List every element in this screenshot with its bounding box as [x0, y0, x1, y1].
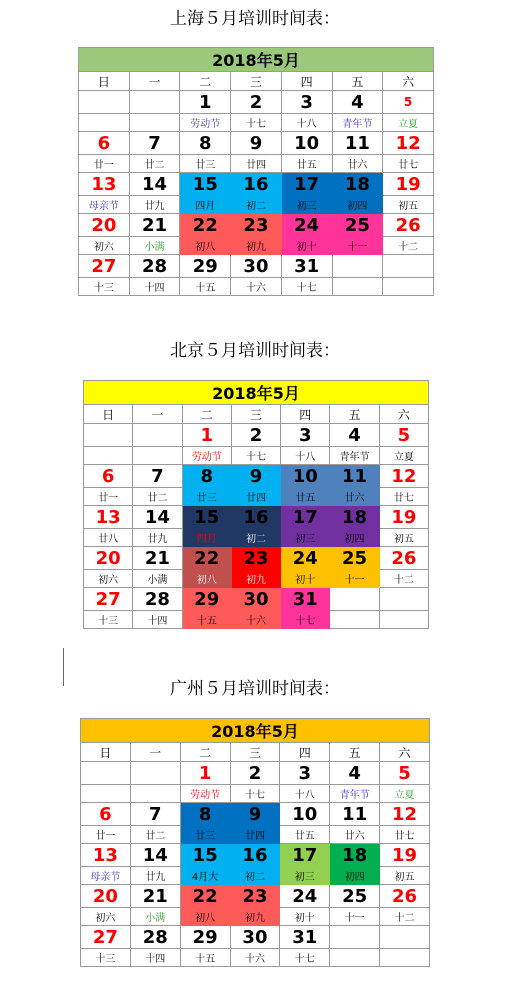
day-number: 24 [281, 547, 330, 570]
day-number [383, 255, 434, 278]
lunar-date: 廿二 [129, 155, 180, 173]
day-number: 7 [130, 803, 180, 826]
day-number: 17 [281, 506, 330, 529]
calendar-month-header: 2018年5月 [79, 48, 434, 72]
day-number: 25 [330, 547, 379, 570]
lunar-date: 初九 [231, 570, 280, 588]
day-number: 23 [231, 214, 282, 237]
lunar-date: 十二 [383, 237, 434, 255]
day-number: 26 [380, 885, 430, 908]
lunar-date [129, 114, 180, 132]
lunar-date: 初八 [180, 908, 230, 926]
day-number: 4 [332, 91, 383, 114]
lunar-date: 十三 [79, 278, 130, 296]
day-number: 10 [281, 465, 330, 488]
day-number: 14 [130, 844, 180, 867]
weekday-label: 三 [231, 72, 282, 91]
lunar-date: 十二 [379, 570, 428, 588]
lunar-date: 十三 [84, 611, 133, 629]
day-number: 30 [231, 255, 282, 278]
day-number [330, 588, 379, 611]
day-number: 26 [383, 214, 434, 237]
lunar-date: 十一 [330, 570, 379, 588]
weekday-label: 一 [133, 405, 182, 424]
lunar-date: 劳动节 [182, 447, 231, 465]
day-number: 27 [79, 255, 130, 278]
day-number [79, 91, 130, 114]
lunar-date: 初六 [84, 570, 133, 588]
day-number: 30 [231, 588, 280, 611]
day-number: 23 [231, 547, 280, 570]
day-number [130, 762, 180, 785]
lunar-date: 十五 [182, 611, 231, 629]
day-number: 9 [230, 803, 280, 826]
day-number: 14 [129, 173, 180, 196]
lunar-date: 廿六 [330, 488, 379, 506]
calendar-title-guangzhou: 广州５月培训时间表： [170, 679, 340, 699]
day-number: 22 [180, 214, 231, 237]
lunar-date: 四月 [180, 196, 231, 214]
calendar-beijing [83, 380, 429, 629]
lunar-date: 初五 [379, 529, 428, 547]
calendar-month-header: 2018年5月 [81, 719, 430, 743]
day-number: 13 [79, 173, 130, 196]
day-number: 30 [230, 926, 280, 949]
weekday-label: 一 [129, 72, 180, 91]
day-number: 15 [182, 506, 231, 529]
lunar-date: 初五 [380, 867, 430, 885]
lunar-date: 十六 [230, 949, 280, 967]
weekday-label: 三 [231, 405, 280, 424]
day-number: 9 [231, 132, 282, 155]
day-number: 5 [380, 762, 430, 785]
lunar-date: 母亲节 [81, 867, 131, 885]
lunar-date [380, 949, 430, 967]
lunar-date: 初六 [81, 908, 131, 926]
day-number: 26 [379, 547, 428, 570]
day-number: 9 [231, 465, 280, 488]
day-number [133, 424, 182, 447]
day-number: 5 [383, 91, 434, 114]
day-number: 16 [231, 173, 282, 196]
day-number: 29 [180, 255, 231, 278]
lunar-date: 十一 [332, 237, 383, 255]
lunar-date: 立夏 [379, 447, 428, 465]
weekday-label: 五 [330, 743, 380, 762]
day-number: 12 [383, 132, 434, 155]
day-number: 1 [180, 91, 231, 114]
day-number [379, 588, 428, 611]
lunar-date: 廿五 [281, 488, 330, 506]
day-number: 4 [330, 762, 380, 785]
lunar-date: 初八 [182, 570, 231, 588]
day-number: 23 [230, 885, 280, 908]
day-number [81, 762, 131, 785]
lunar-date: 廿六 [330, 826, 380, 844]
lunar-date [84, 447, 133, 465]
day-number: 27 [84, 588, 133, 611]
weekday-label: 三 [230, 743, 280, 762]
lunar-date [133, 447, 182, 465]
lunar-date: 十二 [380, 908, 430, 926]
lunar-date: 廿五 [280, 826, 330, 844]
day-number: 20 [84, 547, 133, 570]
day-number [84, 424, 133, 447]
day-number [129, 91, 180, 114]
weekday-label: 二 [180, 72, 231, 91]
day-number: 13 [81, 844, 131, 867]
lunar-date: 十八 [281, 447, 330, 465]
lunar-date: 廿九 [133, 529, 182, 547]
lunar-date: 廿一 [84, 488, 133, 506]
lunar-date: 十六 [231, 278, 282, 296]
lunar-date: 十八 [281, 114, 332, 132]
lunar-date: 十七 [281, 611, 330, 629]
lunar-date: 廿四 [230, 826, 280, 844]
lunar-date [379, 611, 428, 629]
day-number: 28 [133, 588, 182, 611]
lunar-date: 初四 [330, 867, 380, 885]
weekday-label: 一 [130, 743, 180, 762]
day-number [332, 255, 383, 278]
day-number: 7 [133, 465, 182, 488]
lunar-date: 十三 [81, 949, 131, 967]
day-number: 22 [180, 885, 230, 908]
day-number: 6 [84, 465, 133, 488]
lunar-date [332, 278, 383, 296]
lunar-date: 立夏 [383, 114, 434, 132]
lunar-date: 廿三 [182, 488, 231, 506]
day-number: 12 [379, 465, 428, 488]
weekday-label: 四 [281, 72, 332, 91]
lunar-date: 廿三 [180, 155, 231, 173]
weekday-label: 四 [280, 743, 330, 762]
day-number: 22 [182, 547, 231, 570]
lunar-date [330, 949, 380, 967]
day-number: 28 [129, 255, 180, 278]
day-number: 5 [379, 424, 428, 447]
day-number: 24 [280, 885, 330, 908]
day-number: 21 [130, 885, 180, 908]
day-number: 31 [281, 255, 332, 278]
lunar-date: 初二 [230, 867, 280, 885]
weekday-label: 日 [84, 405, 133, 424]
day-number: 3 [281, 424, 330, 447]
day-number: 6 [81, 803, 131, 826]
lunar-date: 廿一 [79, 155, 130, 173]
day-number: 31 [280, 926, 330, 949]
day-number: 15 [180, 844, 230, 867]
lunar-date: 青年节 [332, 114, 383, 132]
day-number: 16 [230, 844, 280, 867]
lunar-date: 十四 [129, 278, 180, 296]
lunar-date: 廿一 [81, 826, 131, 844]
lunar-date: 初八 [180, 237, 231, 255]
lunar-date: 小满 [129, 237, 180, 255]
lunar-date: 四月 [182, 529, 231, 547]
day-number: 2 [231, 424, 280, 447]
lunar-date: 廿七 [383, 155, 434, 173]
lunar-date: 初四 [330, 529, 379, 547]
weekday-label: 六 [379, 405, 428, 424]
day-number: 8 [180, 132, 231, 155]
weekday-label: 六 [383, 72, 434, 91]
lunar-date: 初二 [231, 529, 280, 547]
lunar-date: 初十 [281, 237, 332, 255]
lunar-date: 十一 [330, 908, 380, 926]
lunar-date: 廿七 [380, 826, 430, 844]
day-number: 2 [231, 91, 282, 114]
lunar-date: 4月大 [180, 867, 230, 885]
lunar-date: 廿三 [180, 826, 230, 844]
lunar-date: 廿四 [231, 155, 282, 173]
day-number: 3 [281, 91, 332, 114]
day-number: 2 [230, 762, 280, 785]
day-number [380, 926, 430, 949]
day-number: 16 [231, 506, 280, 529]
day-number: 28 [130, 926, 180, 949]
lunar-date: 青年节 [330, 447, 379, 465]
lunar-date: 十四 [130, 949, 180, 967]
lunar-date: 母亲节 [79, 196, 130, 214]
day-number: 25 [332, 214, 383, 237]
lunar-date: 初三 [281, 529, 330, 547]
day-number: 11 [330, 465, 379, 488]
day-number: 17 [280, 844, 330, 867]
lunar-date: 小满 [130, 908, 180, 926]
weekday-label: 日 [79, 72, 130, 91]
day-number: 18 [330, 844, 380, 867]
weekday-label: 五 [332, 72, 383, 91]
day-number: 21 [129, 214, 180, 237]
day-number: 12 [380, 803, 430, 826]
day-number: 17 [281, 173, 332, 196]
day-number: 15 [180, 173, 231, 196]
lunar-date: 初三 [281, 196, 332, 214]
day-number: 10 [280, 803, 330, 826]
lunar-date [330, 611, 379, 629]
lunar-date: 初二 [231, 196, 282, 214]
day-number: 29 [180, 926, 230, 949]
lunar-date: 初四 [332, 196, 383, 214]
lunar-date: 廿九 [130, 867, 180, 885]
calendar-title-beijing: 北京５月培训时间表： [170, 341, 340, 361]
lunar-date: 十七 [231, 447, 280, 465]
calendar-title-shanghai: 上海５月培训时间表： [170, 9, 340, 29]
day-number: 7 [129, 132, 180, 155]
lunar-date [383, 278, 434, 296]
day-number: 18 [332, 173, 383, 196]
day-number: 14 [133, 506, 182, 529]
day-number: 13 [84, 506, 133, 529]
lunar-date: 十七 [281, 278, 332, 296]
lunar-date [130, 785, 180, 803]
lunar-date: 廿四 [231, 488, 280, 506]
day-number: 11 [332, 132, 383, 155]
day-number [330, 926, 380, 949]
lunar-date: 初六 [79, 237, 130, 255]
lunar-date: 十七 [230, 785, 280, 803]
lunar-date: 廿六 [332, 155, 383, 173]
day-number: 20 [79, 214, 130, 237]
day-number: 6 [79, 132, 130, 155]
day-number: 8 [180, 803, 230, 826]
lunar-date: 立夏 [380, 785, 430, 803]
lunar-date: 廿二 [133, 488, 182, 506]
day-number: 4 [330, 424, 379, 447]
lunar-date [79, 114, 130, 132]
lunar-date: 廿五 [281, 155, 332, 173]
day-number: 25 [330, 885, 380, 908]
lunar-date: 初十 [280, 908, 330, 926]
lunar-date: 十五 [180, 278, 231, 296]
lunar-date: 十七 [280, 949, 330, 967]
calendar-month-header: 2018年5月 [84, 381, 429, 405]
lunar-date: 初九 [231, 237, 282, 255]
lunar-date: 廿九 [129, 196, 180, 214]
lunar-date: 青年节 [330, 785, 380, 803]
day-number: 20 [81, 885, 131, 908]
lunar-date: 十七 [231, 114, 282, 132]
lunar-date [81, 785, 131, 803]
day-number: 21 [133, 547, 182, 570]
lunar-date: 初十 [281, 570, 330, 588]
lunar-date: 廿八 [84, 529, 133, 547]
weekday-label: 六 [380, 743, 430, 762]
weekday-label: 二 [180, 743, 230, 762]
lunar-date: 初五 [383, 196, 434, 214]
day-number: 1 [180, 762, 230, 785]
day-number: 27 [81, 926, 131, 949]
day-number: 3 [280, 762, 330, 785]
weekday-label: 日 [81, 743, 131, 762]
lunar-date: 十五 [180, 949, 230, 967]
day-number: 31 [281, 588, 330, 611]
calendar-guangzhou [80, 718, 430, 967]
lunar-date: 小满 [133, 570, 182, 588]
lunar-date: 廿七 [379, 488, 428, 506]
lunar-date: 十六 [231, 611, 280, 629]
day-number: 11 [330, 803, 380, 826]
calendar-shanghai [78, 47, 434, 296]
lunar-date: 劳动节 [180, 785, 230, 803]
day-number: 24 [281, 214, 332, 237]
lunar-date: 十四 [133, 611, 182, 629]
lunar-date: 十八 [280, 785, 330, 803]
day-number: 18 [330, 506, 379, 529]
weekday-label: 五 [330, 405, 379, 424]
lunar-date: 劳动节 [180, 114, 231, 132]
lunar-date: 初三 [280, 867, 330, 885]
day-number: 29 [182, 588, 231, 611]
day-number: 19 [380, 844, 430, 867]
lunar-date: 廿二 [130, 826, 180, 844]
day-number: 8 [182, 465, 231, 488]
day-number: 10 [281, 132, 332, 155]
day-number: 19 [379, 506, 428, 529]
weekday-label: 二 [182, 405, 231, 424]
lunar-date: 初九 [230, 908, 280, 926]
weekday-label: 四 [281, 405, 330, 424]
day-number: 1 [182, 424, 231, 447]
day-number: 19 [383, 173, 434, 196]
